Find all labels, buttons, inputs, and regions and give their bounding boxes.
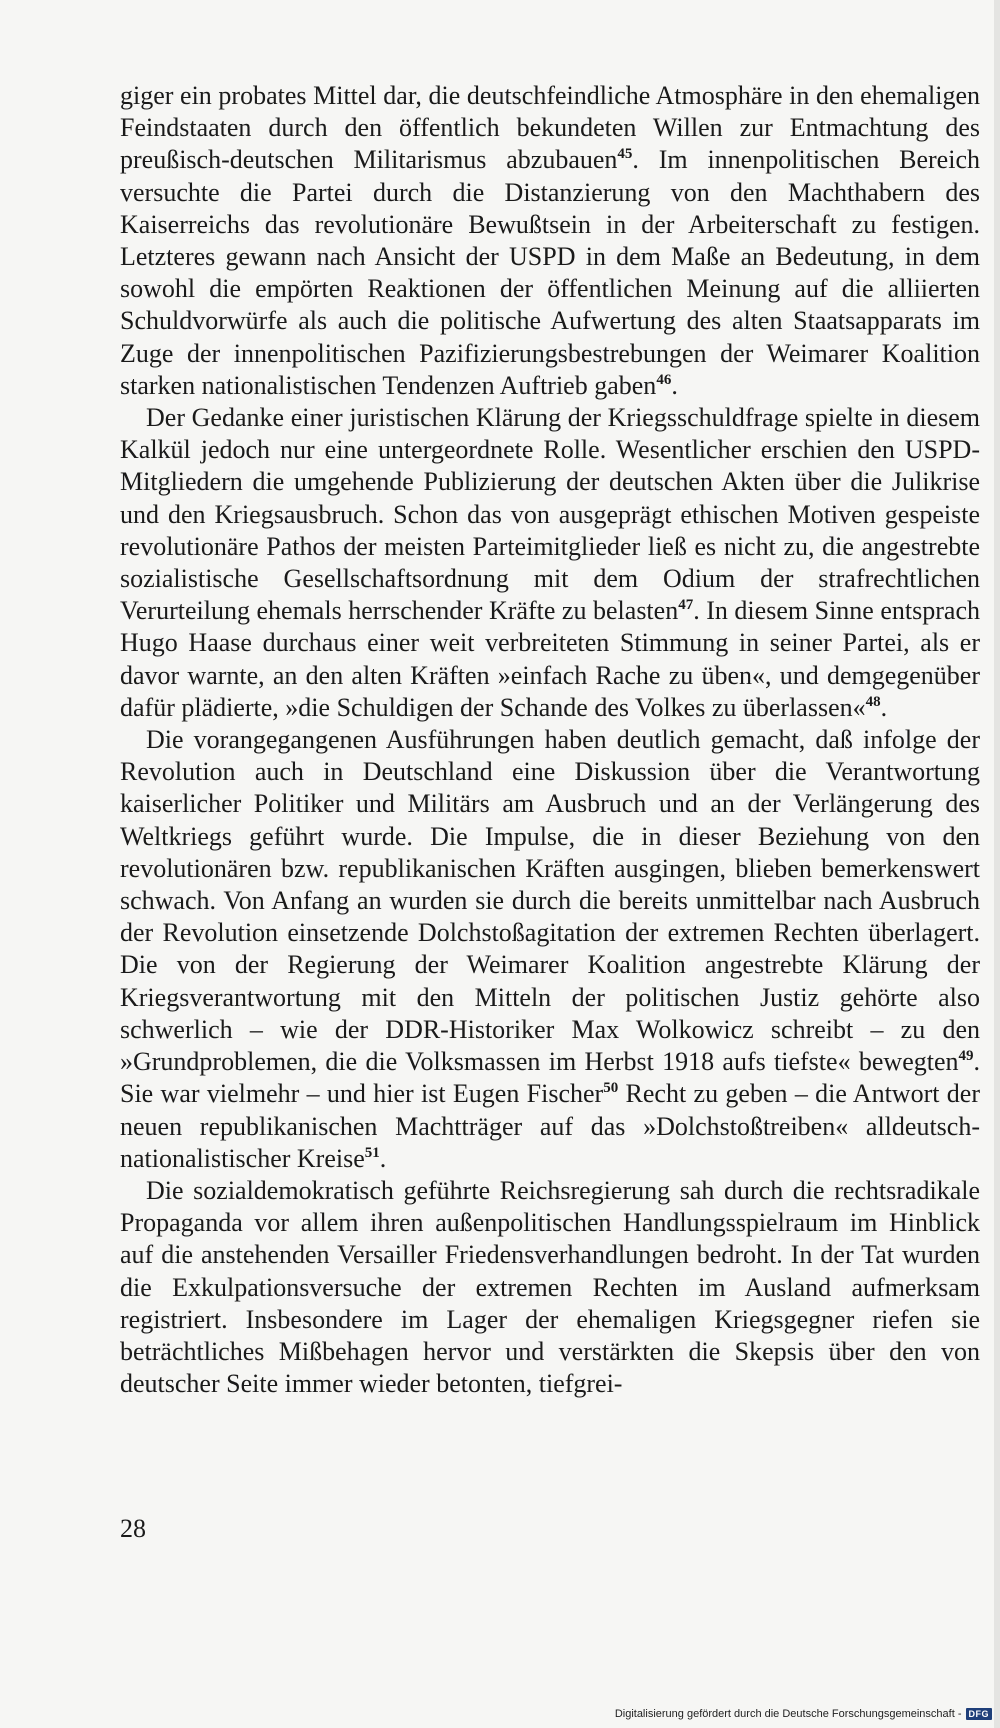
- body-text: [120, 80, 980, 1400]
- digitization-footer: [615, 1708, 992, 1720]
- paragraph: [120, 80, 980, 402]
- text-run: .: [880, 692, 888, 722]
- text-run: giger ein probates Mittel dar, die deutschfeindliche Atmosphäre in den ehemaligen Feindstaaten durch den öffentlich bekundeten Willen zur Entmachtung des preußisch-deutschen Militarismus abzubauen: [120, 81, 980, 175]
- dfg-logo: DFG: [966, 1708, 993, 1720]
- text-run: Recht zu geben – die Antwort der neuen republikanischen Machtträger auf das »Dolchstoßtreiben« alldeutsch-nationalistischer Kreise: [120, 1079, 980, 1173]
- footnote-marker: 48: [865, 693, 881, 710]
- page-number: 28: [120, 1514, 146, 1543]
- text-run: . In diesem Sinne entsprach Hugo Haase durchaus einer weit verbreiteten Stimmung in seiner Partei, als er davor warnte, an den alten Kräften »einfach Rache zu üben«, und demgegenüber dafür plädierte, »die Schuldigen der Schande des Volkes zu überlassen«: [120, 596, 980, 722]
- scan-edge: [994, 0, 1000, 1728]
- text-run: Die vorangegangenen Ausführungen haben deutlich gemacht, daß infolge der Revolution auch in Deutschland eine Diskussion über die Verantwortung kaiserlicher Politiker und Militärs am Ausbruch und an der Verlängerung des Weltkriegs geführt wurde. Die Impulse, die in dieser Beziehung von den revolutionären bzw. republikanischen Kräften ausgingen, blieben bemerkenswert schwach. Von Anfang an wurden sie durch die bereits unmittelbar nach Ausbruch der Revolution einsetzende Dolchstoßagitation der extremen Rechten überlagert. Die von der Regierung der Weimarer Koalition angestrebte Klärung der Kriegsverantwortung mit den Mitteln der politischen Justiz gehörte also schwerlich – wie der DDR-Historiker Max Wolkowicz schreibt – zu den »Grundproblemen, die die Volksmassen im Herbst 1918 aufs tiefste« bewegten: [120, 725, 980, 1077]
- footnote-marker: 45: [617, 146, 633, 163]
- text-run: .: [379, 1143, 387, 1173]
- paragraph: [120, 402, 980, 724]
- text-run: . Im innenpolitischen Bereich versuchte die Partei durch die Distanzierung von den Machthabern des Kaiserreichs das revolutionäre Bewußtsein in der Arbeiterschaft zu festigen. Letzteres gewann nach Ansicht der USPD in dem Maße an Bedeutung, in dem sowohl die empörten Reaktionen der öffentlichen Meinung auf die alliierten Schuldvorwürfe als auch die politische Aufwertung des alten Staatsapparats im Zuge der innenpolitischen Pazifizierungsbestrebungen der Weimarer Koalition starken nationalistischen Tendenzen Auftrieb gaben: [120, 145, 980, 400]
- paragraph: [120, 724, 980, 1175]
- footnote-marker: 51: [364, 1144, 380, 1161]
- funding-notice: Digitalisierung gefördert durch die Deutsche Forschungsgemeinschaft -: [614, 1708, 962, 1720]
- text-run: . Sie war vielmehr – und hier ist Eugen Fischer: [120, 1047, 980, 1109]
- footnote-marker: 49: [958, 1048, 974, 1065]
- text-run: .: [671, 370, 678, 400]
- text-run: Die sozialdemokratisch geführte Reichsregierung sah durch die rechtsradikale Propaganda vor allem ihren außenpolitischen Handlungsspielraum im Hinblick auf die anstehenden Versailler Friedensverhandlungen bedroht. In der Tat wurden die Exkulpationsversuche der extremen Rechten im Ausland aufmerksam registriert. Insbesondere im Lager der ehemaligen Kriegsgegner riefen sie beträchtliches Mißbehagen hervor und verstärkten die Skepsis über den von deutscher Seite immer wieder betonten, tiefgrei-: [120, 1175, 980, 1399]
- footnote-marker: 50: [603, 1080, 619, 1097]
- footnote-marker: 46: [656, 371, 672, 388]
- paragraph: [120, 1175, 980, 1400]
- text-run: Der Gedanke einer juristischen Klärung der Kriegsschuldfrage spielte in diesem Kalkül jedoch nur eine untergeordnete Rolle. Wesentlicher erschien den USPD-Mitgliedern die umgehende Publizierung der deutschen Akten über die Julikrise und den Kriegsausbruch. Schon das von ausgeprägt ethischen Motiven gespeiste revolutionäre Pathos der meisten Parteimitglieder ließ es nicht zu, die angestrebte sozialistische Gesellschaftsordnung mit dem Odium der strafrechtlichen Verurteilung ehemals herrschender Kräfte zu belasten: [120, 403, 980, 626]
- footnote-marker: 47: [678, 597, 694, 614]
